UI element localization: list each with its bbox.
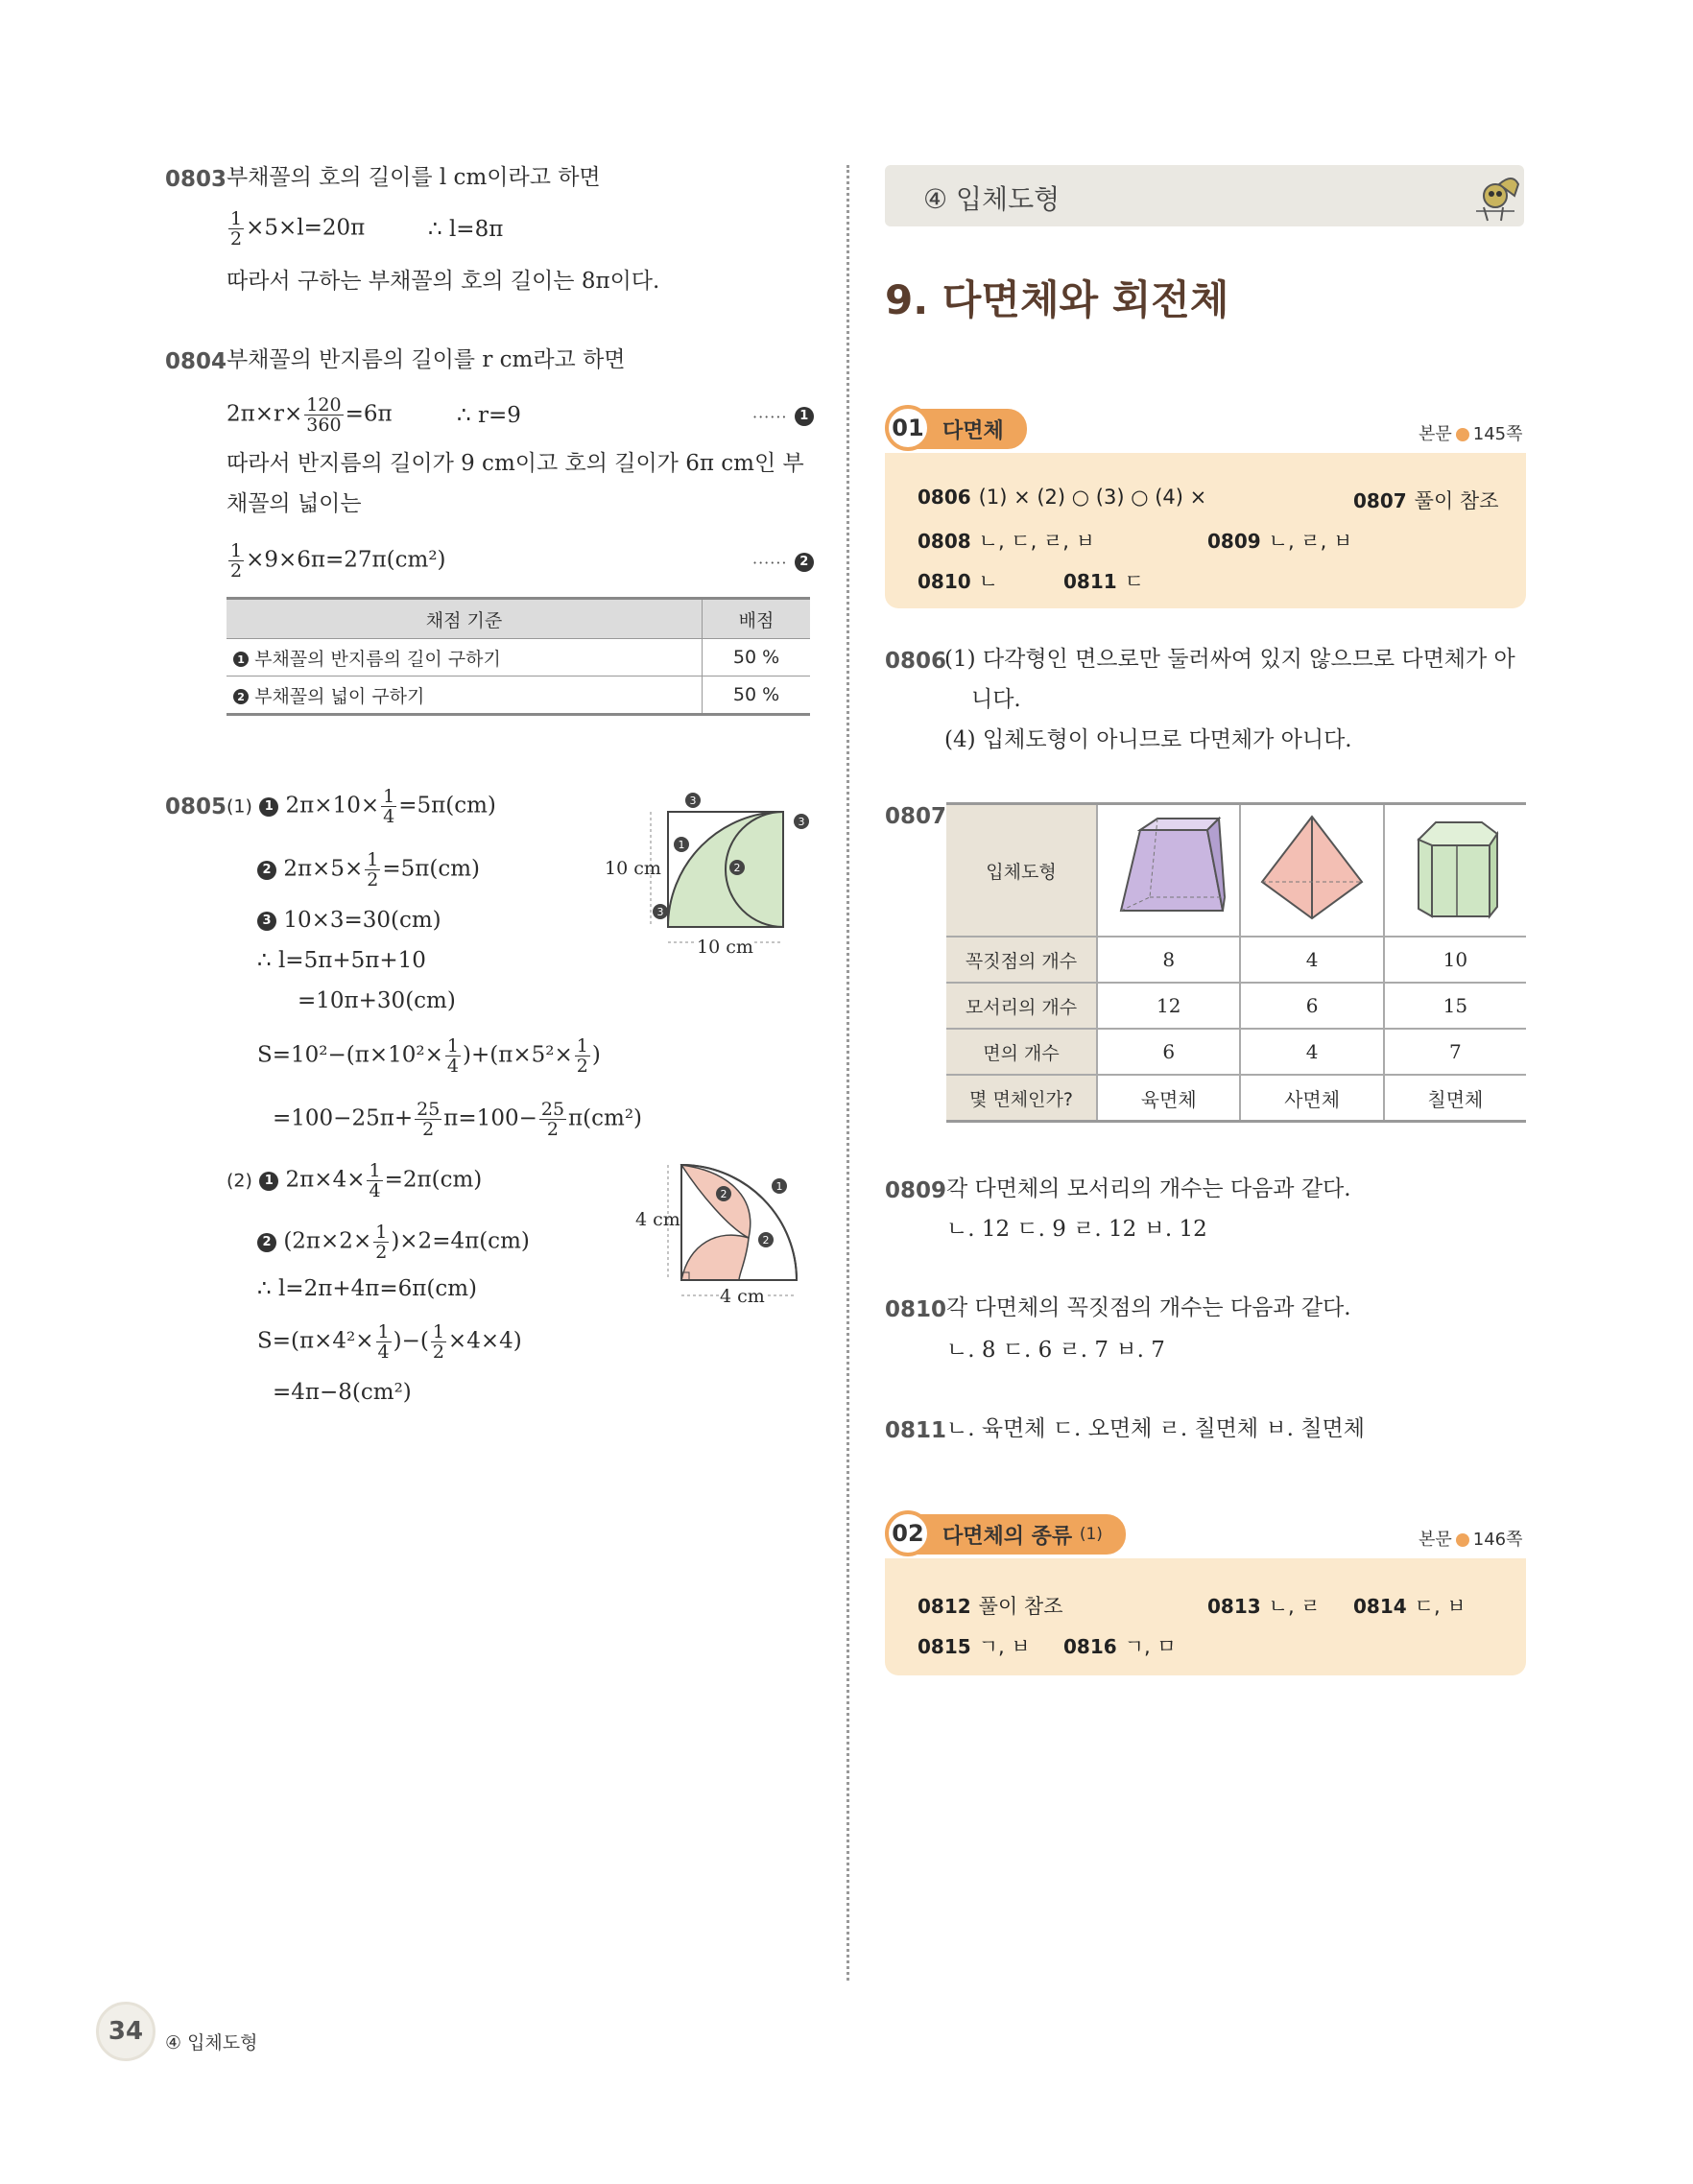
answer-0814: 0814 ㄷ, ㅂ xyxy=(1353,1595,1466,1618)
section-label: 다면체의 종류 (1) xyxy=(910,1514,1126,1555)
dimension-label: 4 cm xyxy=(720,1286,765,1307)
value-cell: 7 xyxy=(1384,1029,1526,1075)
value-cell: 15 xyxy=(1384,983,1526,1029)
footer-chapter: ④ 입체도형 xyxy=(165,2032,258,2053)
problem-number: 0806 xyxy=(885,649,947,674)
problem-number: 0807 xyxy=(885,804,947,829)
svg-text:1: 1 xyxy=(775,1180,783,1193)
value-cell: 칠면체 xyxy=(1384,1075,1526,1122)
equation: 3 10×3=30(cm) xyxy=(257,906,441,935)
chapter-banner xyxy=(885,165,1524,226)
step-marker: ······ 2 xyxy=(752,547,814,578)
score-cell: 50 % xyxy=(703,639,811,677)
row-label: 몇 면체인가? xyxy=(946,1075,1097,1122)
step-marker: ······ 1 xyxy=(752,401,814,432)
text-line: (4) 입체도형이 아니므로 다면체가 아니다. xyxy=(944,727,1352,752)
text-line: 각 다면체의 꼭짓점의 개수는 다음과 같다. xyxy=(946,1295,1351,1320)
equation: 2 2π×5× $\frac{1}{2}$ =5π(cm) xyxy=(257,850,480,890)
section-title: 9. 다면체와 회전체 xyxy=(885,276,1229,323)
table-header: 입체도형 xyxy=(946,804,1097,938)
svg-text:2: 2 xyxy=(720,1188,727,1200)
prism-cell xyxy=(1384,804,1526,938)
answer-0807: 0807 풀이 참조 xyxy=(1353,489,1499,512)
problem-number: 0804 xyxy=(165,349,227,374)
arrow-icon xyxy=(1456,428,1469,441)
grading-table xyxy=(227,597,810,716)
text-line: (1) 다각형인 면으로만 둘러싸여 있지 않으므로 다면체가 아 xyxy=(944,647,1515,672)
text-line: ㄴ. 육면체 ㄷ. 오면체 ㄹ. 칠면체 ㅂ. 칠면체 xyxy=(946,1416,1365,1441)
value-cell: 4 xyxy=(1240,1029,1383,1075)
svg-text:3: 3 xyxy=(798,816,805,828)
header-score: 배점 xyxy=(703,599,811,639)
textbook-reference: 본문 146쪽 xyxy=(1419,1530,1523,1550)
fraction: $\frac{1}{2}$ xyxy=(230,540,243,582)
equation: =4π−8(cm²) xyxy=(273,1380,412,1405)
textbook-reference: 본문 145쪽 xyxy=(1419,424,1523,444)
fraction: $\frac{1}{2}$ xyxy=(230,208,243,249)
equation: =10π+30(cm) xyxy=(298,988,456,1013)
equation: S=(π×4²× $\frac{1}{4}$ )−( $\frac{1}{2}$ ×4×4) xyxy=(257,1321,522,1363)
value-cell: 6 xyxy=(1240,983,1383,1029)
answer-0810: 0810 ㄴ xyxy=(918,570,998,593)
prism-image xyxy=(1397,811,1513,926)
score-cell: 50 % xyxy=(703,677,811,715)
page-number-badge xyxy=(96,2002,155,2061)
row-label: 꼭짓점의 개수 xyxy=(946,937,1097,983)
section-label: 다면체 xyxy=(910,409,1027,449)
answer-box-01 xyxy=(885,453,1526,608)
section-number: 01 xyxy=(885,405,931,451)
equation: 2 (2π×2× $\frac{1}{2}$ )×2=4π(cm) xyxy=(257,1223,530,1262)
text-line: 따라서 반지름의 길이가 9 cm이고 호의 길이가 6π cm인 부 xyxy=(227,451,804,476)
answer-0816: 0816 ㄱ, ㅁ xyxy=(1063,1635,1177,1658)
value-cell: 8 xyxy=(1097,937,1240,983)
value-cell: 12 xyxy=(1097,983,1240,1029)
frustum-shape xyxy=(1121,830,1223,911)
frustum-cell xyxy=(1097,804,1240,938)
equation: ∴ l=5π+5π+10 xyxy=(257,948,426,973)
page-number: 34 xyxy=(107,2017,144,2046)
frustum-image xyxy=(1111,811,1227,926)
header-criteria: 채점 기준 xyxy=(227,599,703,639)
prism-shape xyxy=(1419,840,1432,916)
text-line: 각 다면체의 모서리의 개수는 다음과 같다. xyxy=(946,1176,1351,1201)
svg-text:3: 3 xyxy=(689,795,697,807)
svg-text:2: 2 xyxy=(733,862,741,874)
answer-0812: 0812 풀이 참조 xyxy=(918,1595,1063,1618)
conclusion: ∴ r=9 xyxy=(457,403,521,428)
problem-number: 0811 xyxy=(885,1418,947,1443)
text-line: 니다. xyxy=(971,687,1021,712)
section-number: 02 xyxy=(885,1510,931,1556)
equation: 2π×r× $\frac{120}{360}$ =6π xyxy=(227,394,393,436)
value-cell: 4 xyxy=(1240,937,1383,983)
text-line: ㄴ. 8 ㄷ. 6 ㄹ. 7 ㅂ. 7 xyxy=(946,1338,1165,1363)
row-label: 모서리의 개수 xyxy=(946,983,1097,1029)
pyramid-image xyxy=(1254,811,1370,926)
equation: ∴ l=2π+4π=6π(cm) xyxy=(257,1276,478,1301)
criteria-cell: 1 부채꼴의 반지름의 길이 구하기 xyxy=(227,639,703,677)
equation: (1) 1 2π×10× $\frac{1}{4}$ =5π(cm) xyxy=(227,786,496,827)
value-cell: 6 xyxy=(1097,1029,1240,1075)
text-line: 따라서 구하는 부채꼴의 호의 길이는 8π이다. xyxy=(227,269,660,294)
text-line: 부채꼴의 반지름의 길이를 r cm라고 하면 xyxy=(227,347,626,372)
column-divider xyxy=(846,165,849,1981)
polyhedron-table xyxy=(946,802,1526,1123)
svg-text:1: 1 xyxy=(678,839,685,851)
pyramid-cell xyxy=(1240,804,1383,938)
text-line: 채꼴의 넓이는 xyxy=(227,491,362,516)
text-line: ㄴ. 12 ㄷ. 9 ㄹ. 12 ㅂ. 12 xyxy=(946,1217,1207,1242)
value-cell: 사면체 xyxy=(1240,1075,1383,1122)
equation: =100−25π+ $\frac{25}{2}$ π=100− $\frac{25}{2}$ π(cm²) xyxy=(273,1099,643,1140)
fraction: $\frac{120}{360}$ xyxy=(306,394,342,436)
mascot-icon xyxy=(1470,169,1522,225)
answer-0815: 0815 ㄱ, ㅂ xyxy=(918,1635,1031,1658)
value-cell: 10 xyxy=(1384,937,1526,983)
conclusion: ∴ l=8π xyxy=(428,217,504,242)
equation: S=10²−(π×10²× $\frac{1}{4}$ )+(π×5²× $\frac{1}{2}$ ) xyxy=(257,1035,601,1077)
row-label: 면의 개수 xyxy=(946,1029,1097,1075)
answer-box-02 xyxy=(885,1558,1526,1675)
equation: $\frac{1}{2}$ ×5×l=20π xyxy=(230,208,366,249)
value-cell: 육면체 xyxy=(1097,1075,1240,1122)
svg-text:3: 3 xyxy=(656,906,664,918)
arrow-icon xyxy=(1456,1533,1469,1547)
answer-0808: 0808 ㄴ, ㄷ, ㄹ, ㅂ xyxy=(918,530,1095,553)
problem-number: 0803 xyxy=(165,167,227,192)
chapter-title: ④ 입체도형 xyxy=(923,183,1061,215)
answer-0813: 0813 ㄴ, ㄹ xyxy=(1207,1595,1321,1618)
dimension-label: 10 cm xyxy=(605,858,661,879)
answer-0809: 0809 ㄴ, ㄹ, ㅂ xyxy=(1207,530,1353,553)
equation: (2) 1 2π×4× $\frac{1}{4}$ =2π(cm) xyxy=(227,1160,483,1201)
dimension-label: 4 cm xyxy=(635,1209,680,1230)
criteria-cell: 2 부채꼴의 넓이 구하기 xyxy=(227,677,703,715)
equation: $\frac{1}{2}$ ×9×6π=27π(cm²) xyxy=(230,540,446,582)
svg-text:2: 2 xyxy=(762,1234,770,1246)
text-line: 부채꼴의 호의 길이를 l cm이라고 하면 xyxy=(227,165,601,190)
answer-0811: 0811 ㄷ xyxy=(1063,570,1144,593)
dimension-label: 10 cm xyxy=(697,937,753,958)
answer-0806: 0806 (1) × (2) ○ (3) ○ (4) × xyxy=(918,486,1207,509)
problem-number: 0809 xyxy=(885,1178,947,1203)
problem-number: 0805 xyxy=(165,795,227,819)
problem-number: 0810 xyxy=(885,1297,947,1322)
